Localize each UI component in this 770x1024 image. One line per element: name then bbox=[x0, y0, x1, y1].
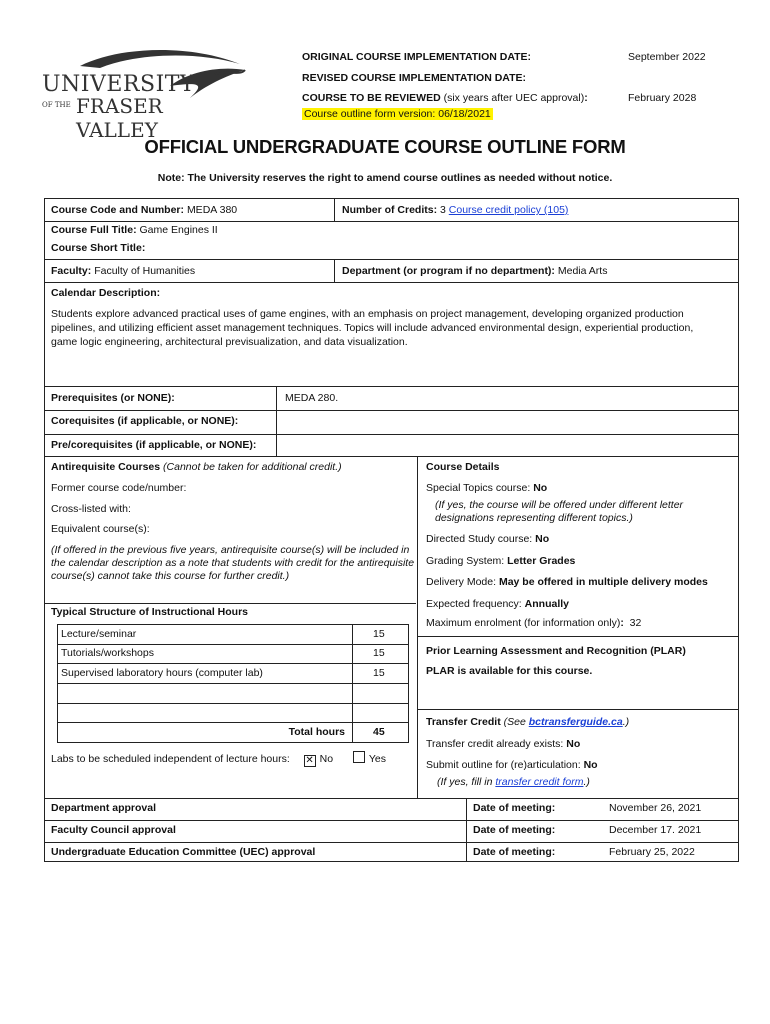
full-title-field: Course Full Title: Game Engines II bbox=[51, 224, 218, 236]
delivery-mode-field: Delivery Mode: May be offered in multiple delivery modes bbox=[426, 576, 708, 588]
revised-date-label: REVISED COURSE IMPLEMENTATION DATE: bbox=[302, 72, 527, 84]
course-outline-form bbox=[44, 198, 739, 862]
meeting-date-label: Date of meeting: bbox=[473, 802, 556, 814]
corequisites-label: Corequisites (if applicable, or NONE): bbox=[51, 415, 239, 427]
calendar-description-label: Calendar Description: bbox=[51, 287, 161, 299]
labs-no-checkbox[interactable]: ✕ bbox=[305, 755, 314, 766]
form-title: OFFICIAL UNDERGRADUATE COURSE OUTLINE FORM bbox=[144, 136, 626, 157]
transfer-fill-note: (If yes, fill in transfer credit form.) bbox=[437, 776, 590, 788]
logo-fraser-valley-text: FRASER VALLEY bbox=[76, 94, 163, 142]
cross-listed-label: Cross-listed with: bbox=[51, 503, 131, 515]
prerequisites-label: Prerequisites (or NONE): bbox=[51, 392, 175, 404]
directed-study-field: Directed Study course: No bbox=[426, 533, 550, 545]
hours-row-label: Tutorials/workshops bbox=[61, 647, 154, 659]
hours-heading: Typical Structure of Instructional Hours bbox=[51, 606, 248, 618]
short-title-field: Course Short Title: bbox=[51, 242, 146, 254]
meeting-date-label: Date of meeting: bbox=[473, 846, 556, 858]
total-hours-label: Total hours bbox=[288, 726, 345, 738]
hours-row-value: 15 bbox=[373, 628, 385, 640]
total-hours-value: 45 bbox=[373, 726, 385, 738]
labs-yes-checkbox[interactable] bbox=[353, 751, 365, 763]
hours-row-label: Supervised laboratory hours (computer lab) bbox=[61, 667, 263, 679]
approval-label: Faculty Council approval bbox=[51, 824, 176, 836]
calendar-description-text: Students explore advanced practical uses of game engines, with an emphasis on project management, developing organized production pipelines, and utilizing efficient asset management techniques. Topics will include advanced environmental design, experiential production, game logic engineering, architectural previsualization, and data visualization. bbox=[51, 308, 694, 348]
review-date-value: February 2028 bbox=[628, 92, 697, 104]
course-code-field: Course Code and Number: MEDA 380 bbox=[51, 204, 238, 216]
antirequisite-note: (If offered in the previous five years, antirequisite course(s) will be included in the calendar description as a note that students with credit for the antirequisite course(s) cannot take this course for further credit.) bbox=[51, 544, 415, 582]
approval-label: Undergraduate Education Committee (UEC) approval bbox=[51, 846, 316, 858]
meeting-date-label: Date of meeting: bbox=[473, 824, 556, 836]
original-date-value: September 2022 bbox=[628, 51, 706, 63]
faculty-field: Faculty: Faculty of Humanities bbox=[51, 265, 196, 277]
bctransferguide-link[interactable]: bctransferguide.ca bbox=[528, 716, 623, 728]
original-date-label: ORIGINAL COURSE IMPLEMENTATION DATE: bbox=[302, 51, 532, 63]
form-version: Course outline form version: 06/18/2021 bbox=[304, 108, 491, 120]
meeting-date-value: November 26, 2021 bbox=[609, 802, 702, 814]
plar-heading: Prior Learning Assessment and Recognition (PLAR) bbox=[426, 645, 686, 657]
hours-row-label: Lecture/seminar bbox=[61, 628, 137, 640]
transfer-exists-field: Transfer credit already exists: No bbox=[426, 738, 581, 750]
special-topics-field: Special Topics course: No bbox=[426, 482, 548, 494]
former-course-label: Former course code/number: bbox=[51, 482, 187, 494]
credits-field: Number of Credits: 3 Course credit policy (105) bbox=[342, 204, 569, 216]
prerequisites-value: MEDA 280. bbox=[285, 392, 339, 404]
meeting-date-value: December 17. 2021 bbox=[609, 824, 702, 836]
meeting-date-value: February 25, 2022 bbox=[609, 846, 695, 858]
grading-system-field: Grading System: Letter Grades bbox=[426, 555, 576, 567]
labs-schedule-field: Labs to be scheduled independent of lecture hours: ✕ No Yes bbox=[51, 753, 387, 766]
precorequisites-label: Pre/corequisites (if applicable, or NONE): bbox=[51, 439, 257, 451]
transfer-credit-form-link[interactable]: transfer credit form bbox=[495, 776, 584, 788]
approval-label: Department approval bbox=[51, 802, 157, 814]
university-logo bbox=[40, 46, 250, 142]
course-details-heading: Course Details bbox=[426, 461, 500, 473]
hours-row-value: 15 bbox=[373, 667, 385, 679]
max-enrolment-field: Maximum enrolment (for information only): 32 bbox=[426, 617, 642, 629]
submit-outline-field: Submit outline for (re)articulation: No bbox=[426, 759, 598, 771]
hours-table bbox=[57, 624, 409, 743]
form-note: Note: The University reserves the right to amend course outlines as needed without notice. bbox=[157, 172, 613, 184]
review-date-label: COURSE TO BE REVIEWED (six years after UEC approval): bbox=[302, 92, 588, 104]
logo-of-the-text: OF THE bbox=[42, 101, 71, 109]
credit-policy-link[interactable]: Course credit policy (105) bbox=[448, 204, 569, 216]
antirequisite-heading: Antirequisite Courses (Cannot be taken for additional credit.) bbox=[51, 461, 342, 473]
transfer-credit-heading: Transfer Credit (See bctransferguide.ca.) bbox=[426, 716, 630, 728]
special-topics-note: (If yes, the course will be offered under different letter designations representing different topics.) bbox=[435, 499, 684, 524]
hours-row-value: 15 bbox=[373, 647, 385, 659]
department-field: Department (or program if no department): Media Arts bbox=[342, 265, 608, 277]
equivalent-courses-label: Equivalent course(s): bbox=[51, 523, 150, 535]
plar-text: PLAR is available for this course. bbox=[426, 665, 593, 677]
frequency-field: Expected frequency: Annually bbox=[426, 598, 569, 610]
logo-university-text: UNIVERSITY bbox=[42, 72, 195, 97]
